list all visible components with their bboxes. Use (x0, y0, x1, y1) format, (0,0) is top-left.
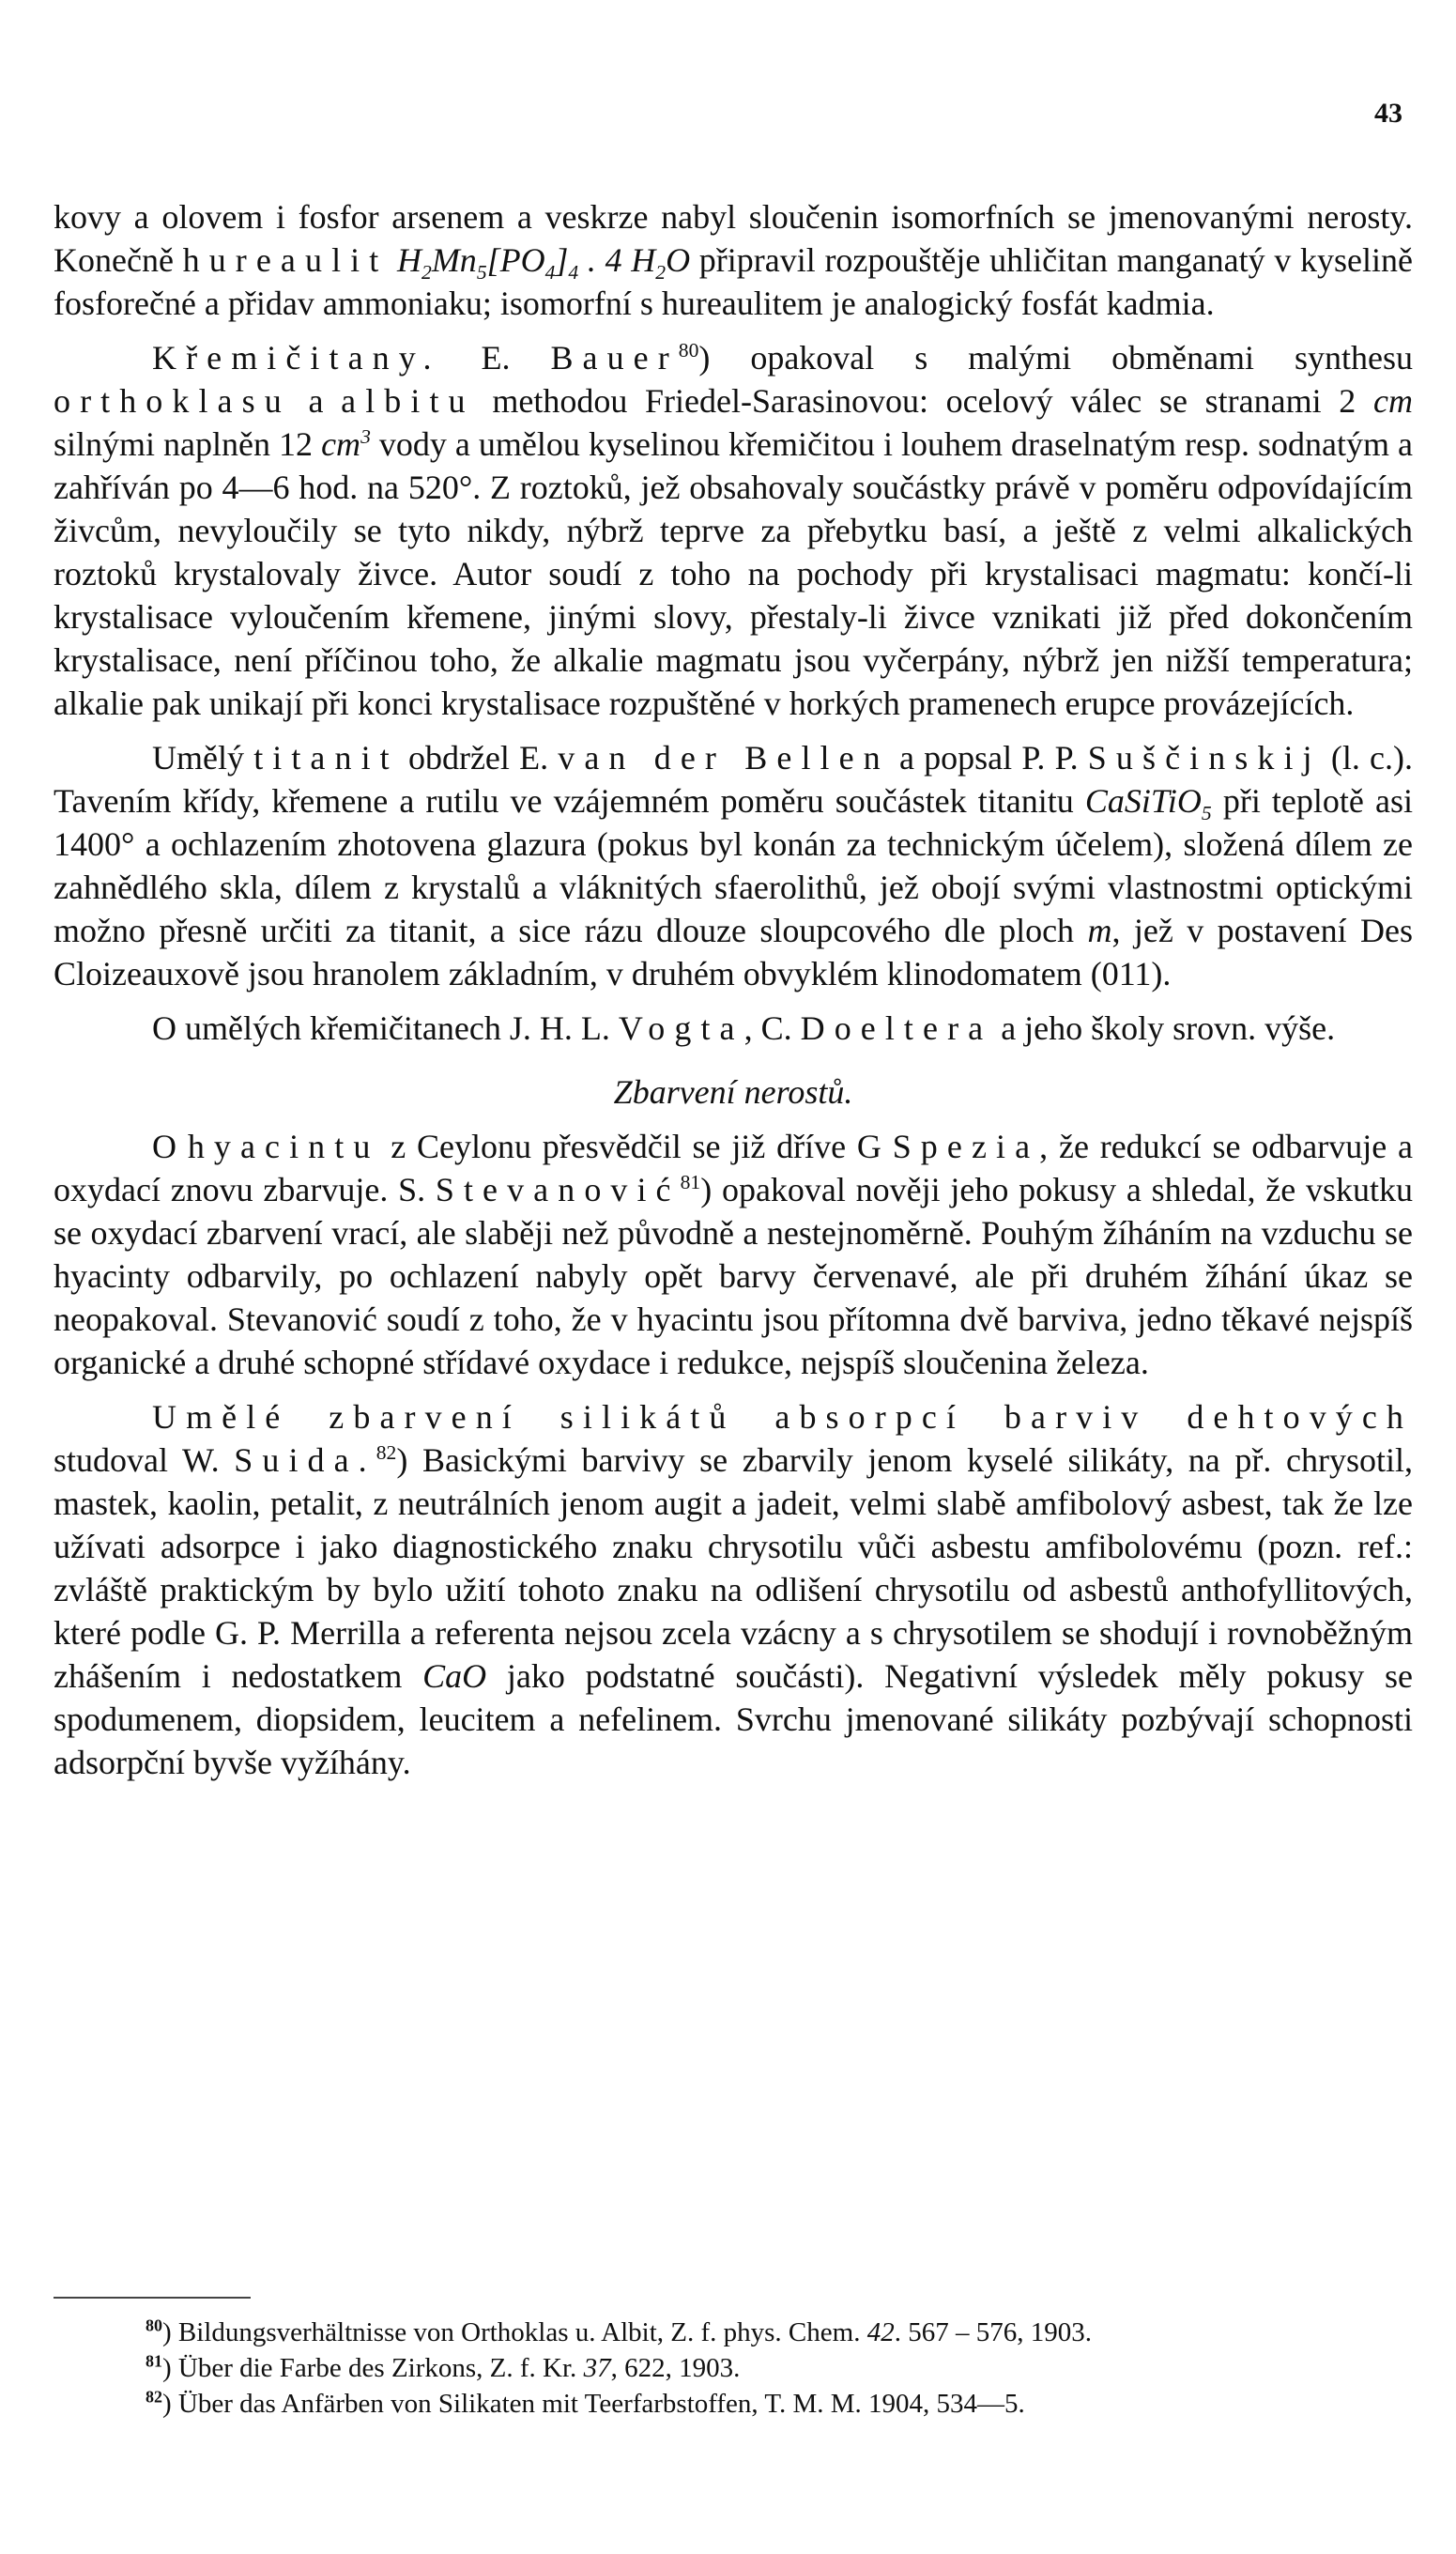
author-name: Suida. (234, 1441, 376, 1479)
crystal-face: m (1087, 912, 1112, 949)
text-run: ) Basickými barvivy se zbarvily jenom kyselé silikáty, na př. chrysotil, mastek, kaolin, petalit, z neutrálních jenom augit a jadeit, velmi slabě amfibolový asbest, tak že lze užívati adsorpce i jako diagnostického znaku chrysotilu vůči asbestu amfibolovému (pozn. ref.: zvláště praktickým by bylo užití tohoto znaku na odlišení chrysotilu od asbestů anthofyllitových, které podle G. P. Merrilla a referenta nejsou zcela vzácny a s chrysotilem se shodují i rovnoběžným zhášením i nedostatkem (54, 1441, 1414, 1695)
mineral-name: orthoklasu (54, 382, 291, 420)
section-lead: Křemičitany. (152, 339, 441, 377)
text-run: z Ceylonu přesvědčil se již dříve G (379, 1128, 893, 1165)
footnote-text: ) Über das Anfärben von Silikaten mit Teerfarbstoffen, T. M. M. 1904, 534—5. (161, 2389, 1025, 2419)
main-text (54, 195, 1413, 1784)
footnote-mark: 82 (146, 2387, 162, 2407)
text-run: Umělý (152, 739, 254, 777)
author-name: Bauer (550, 339, 679, 377)
text-run: studoval W. (54, 1441, 235, 1479)
text-run: jako podstatné součásti). Negativní výsledek měly pokusy se spodumenem, diopsidem, leucitem a nefelinem. Svrchu jmenované silikáty pozbývají schopnosti adsorpční byvše vyžíhány. (54, 1657, 1413, 1781)
footnote-ref[interactable]: 82 (375, 1441, 397, 1464)
text-run: a popsal P. P. (889, 739, 1088, 777)
mineral-name: albitu (341, 382, 475, 420)
volume-number: 37 (583, 2353, 611, 2383)
mineral-name: titanit (253, 739, 399, 777)
footnote-mark: 80 (146, 2316, 162, 2335)
text-run: a jeho školy srovn. výše. (992, 1009, 1336, 1047)
text-run: vody a umělou kyselinou křemičitou i louhem draselnatým resp. sodnatým a zahříván po 4—6 hod. na 520°. Z roztoků, jež obsahovaly součástky právě v poměru odpovídajícím živcům, nevyloučily se tyto nikdy, nýbrž teprve za přebytku basí, a ještě z velmi alkalických roztoků krystalovaly živce. Autor soudí z toho na pochody při krystalisaci magmatu: končí-li krystalisace vyloučením křemene, jinými slovy, přestaly-li živce vznikati již před dokončením krystalisace, není příčinou toho, že alkalie magmatu jsou vyčerpány, nýbrž jen nižší temperatura; alkalie pak unikají při konci krystalisace rozpuštěné v horkých pramenech erupce provázejících. (54, 425, 1413, 722)
footnote-text: ) Über die Farbe des Zirkons, Z. f. Kr. (161, 2353, 584, 2383)
paragraph-zbarveni-silikatu (54, 1395, 1413, 1784)
text-run: obdržel E. (398, 739, 559, 777)
footnote-ref[interactable]: 80 (678, 339, 699, 362)
footnote-ref[interactable]: 81 (680, 1171, 701, 1193)
text-run: O (152, 1128, 188, 1165)
text-run: E. (440, 339, 551, 377)
unit: cm (1373, 382, 1413, 420)
text-run: , že redukcí se odbarvuje a oxydací znovu zbarvuje. S. (54, 1128, 1413, 1208)
mineral-name: hureaulit (182, 241, 389, 279)
section-lead: Umělé zbarvení silikátů absorpcí barviv dehtových (152, 1398, 1413, 1436)
text-run: při teplotě asi 1400° a ochlazením zhotovena glazura (pokus byl konán za technickým účelem), složená dílem ze zahnědlého skla, dílem z krystalů a vláknitých sfaerolithů, jež obojí svými vlastnostmi optickými možno přesně určiti za titanit, a sice rázu dlouze sloupcového dle ploch (54, 782, 1413, 949)
paragraph-kremicitany (54, 336, 1413, 725)
text-run: kovy a olovem i fosfor arsenem a veskrze nabyl sloučenin isomorfních se jmenovanými nerosty. Konečně (54, 198, 1413, 279)
text-run: , jež v postavení Des Cloizeauxově jsou hranolem základním, v druhém obvyklém klinodomatem (011). (54, 912, 1413, 992)
chemical-formula: $H_2Mn_5[PO_4]_4$ . 4 $H_2O$ (397, 241, 691, 285)
text-run: ) opakoval s malými obměnami synthesu (698, 339, 1413, 377)
text-run: ) opakoval nověji jeho pokusy a shledal, že vskutku se oxydací zbarvení vrací, ale slaběji než původně a nestejnoměrně. Pouhým žíháním na vzduchu se hyacinty odbarvily, po ochlazení nabyly opět barvy červenavé, ale při druhém žíhání úkaz se neopakoval. Stevanović soudí z toho, že v hyacintu jsou přítomna dvě barviva, jedno těkavé nejspíš organické a druhé schopné střídavé oxydace i redukce, nejspíš sloučenina železa. (54, 1171, 1413, 1381)
footnote-mark: 81 (146, 2351, 162, 2371)
text-run: (l. c.). Tavením křídy, křemene a rutilu ve vzájemném poměru součástek titanitu (54, 739, 1413, 820)
volume-number: 42 (866, 2317, 895, 2347)
text-run (388, 241, 397, 279)
author-name: Vogta (618, 1009, 744, 1047)
paragraph-hureaulit (54, 195, 1413, 325)
text-run: O umělých křemičitanech J. H. L. (152, 1009, 619, 1047)
text-run: methodou Friedel-Sarasinovou: ocelový válec se stranami 2 (474, 382, 1374, 420)
chemical-formula: CaSiTiO$_5$ (1084, 782, 1212, 825)
footnote-text: , 622, 1903. (610, 2353, 741, 2383)
author-name: Spezia (892, 1128, 1040, 1165)
footnote (146, 2350, 1413, 2386)
mineral-name: hyacintu (187, 1128, 380, 1165)
footnote-divider (54, 2297, 251, 2299)
author-name: van der Bellen (558, 739, 890, 777)
author-name: Doeltera (800, 1009, 993, 1047)
paragraph-hyacint (54, 1125, 1413, 1384)
paragraph-titanit (54, 736, 1413, 995)
unit: $cm^3$ (321, 425, 371, 463)
text-run: připravil rozpouštěje uhličitan manganatý v kyselině fosforečné a přidav ammoniaku; isomorfní s hureaulitem je analogický fosfát kadmia. (54, 241, 1414, 322)
footnote (146, 2315, 1413, 2350)
author-name: Suščinskij (1087, 739, 1322, 777)
footnote-text: ) Bildungsverhältnisse von Orthoklas u. Albit, Z. f. phys. Chem. (161, 2317, 867, 2347)
text-run: silnými naplněn 12 (54, 425, 322, 463)
chemical-formula: CaO (422, 1657, 487, 1695)
author-name: Stevanović (435, 1171, 681, 1208)
text-run: a (290, 382, 342, 420)
text-run: , C. (743, 1009, 801, 1047)
footnote-text: . 567 – 576, 1903. (894, 2317, 1092, 2347)
footnotes (146, 2315, 1413, 2422)
page-number: 43 (1374, 98, 1402, 129)
footnote (146, 2386, 1413, 2422)
paragraph-umele-kremicitany (54, 1007, 1413, 1050)
section-heading: Zbarvení nerostů. (613, 1073, 853, 1111)
